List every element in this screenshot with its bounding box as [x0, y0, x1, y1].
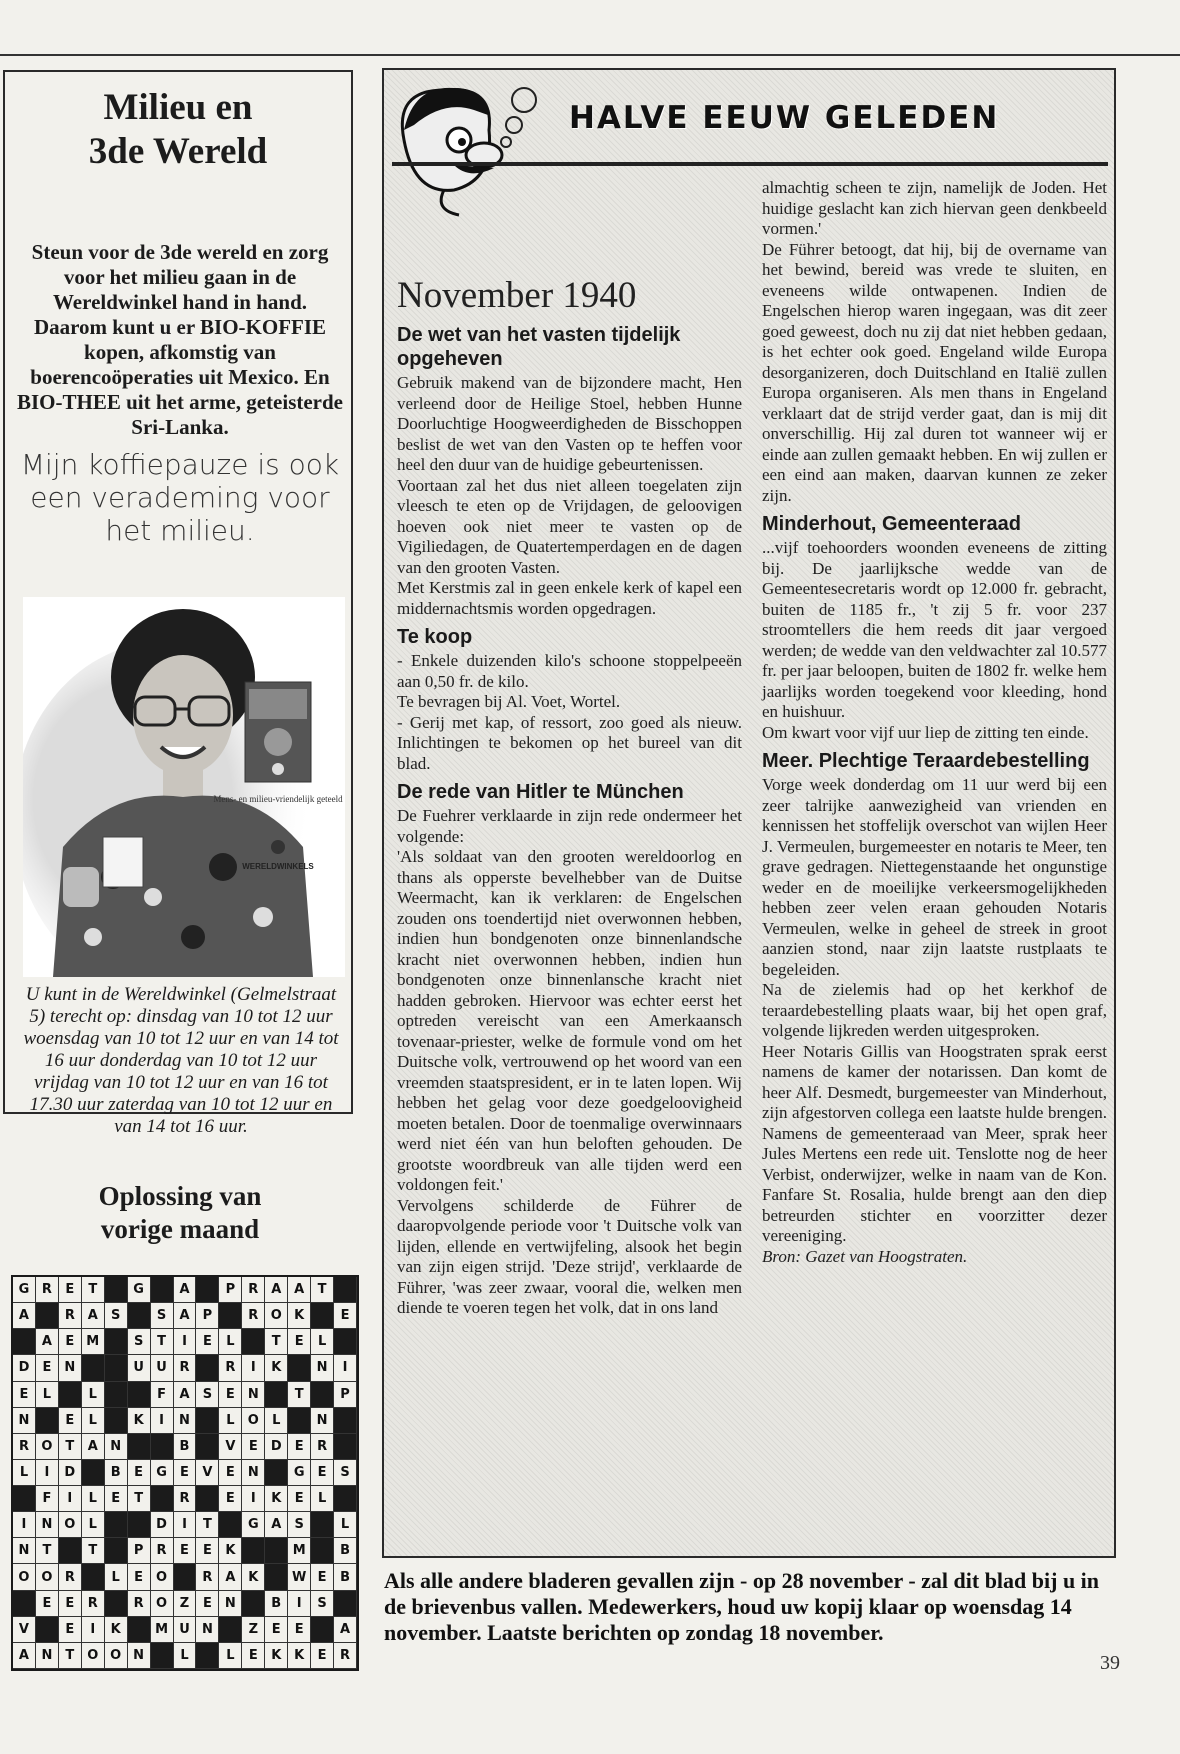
- letter-cell: O: [151, 1591, 174, 1617]
- letter-cell: L: [219, 1643, 242, 1669]
- letter-cell: A: [288, 1277, 311, 1303]
- letter-cell: E: [265, 1617, 288, 1643]
- letter-cell: E: [59, 1591, 82, 1617]
- letter-cell: N: [242, 1382, 265, 1408]
- letter-cell: T: [59, 1434, 82, 1460]
- halve-eeuw-geleden-box: [382, 68, 1116, 1558]
- bottom-announcement: Als alle andere bladeren gevallen zijn - op 28 november - zal dit blad bij u in de brievenbus vallen. Medewerkers, houd uw kopij klaar op woensdag 14 november. Laatste berichten op zondag 18 november.: [384, 1568, 1100, 1645]
- letter-cell: M: [82, 1329, 105, 1355]
- article-paragraph: Heer Notaris Gillis van Hoogstraten sprak eerst namens de kamer der notarissen. Dan komt de heer Alf. Desmedt, burgemeester van Minderhout, zijn afgestorven collega een laatste hulde brengen. Namens de gemeenteraad van Meer, sprak heer Jules Mertens een rede uit. Tenslotte nog de heer Verbist, onderwijzer, welke in naam van de Kon. Fanfare St. Rosalia, hulde brengt aan den diep betreurden stichter en voorzitter dezer vereeniging.: [762, 1041, 1107, 1245]
- black-square: [105, 1408, 128, 1434]
- letter-cell: G: [128, 1277, 151, 1303]
- black-square: [105, 1591, 128, 1617]
- letter-cell: R: [311, 1434, 334, 1460]
- letter-cell: E: [59, 1617, 82, 1643]
- letter-cell: R: [36, 1277, 59, 1303]
- letter-cell: R: [196, 1564, 219, 1590]
- letter-cell: R: [242, 1303, 265, 1329]
- header-rule: [392, 162, 1108, 166]
- article-title-hitler: De rede van Hitler te München: [397, 781, 684, 803]
- article-title-minderhout: Minderhout, Gemeenteraad: [762, 513, 1021, 535]
- letter-cell: E: [128, 1564, 151, 1590]
- letter-cell: T: [151, 1329, 174, 1355]
- letter-cell: P: [334, 1382, 357, 1408]
- article-paragraph: Vervolgens schilderde de Führer de daaropvolgende periode voor 't Duitsche volk van lijden, ellende en vertwijfeling, alsook het begin van zijn eigen strijd. 'Deze strijd', verklaarde de Führer, 'was zeer zwaar, vooral die, welken men diende te voeren tegen het volk, dat in ons land: [397, 1195, 742, 1317]
- letter-cell: N: [128, 1643, 151, 1669]
- black-square: [105, 1277, 128, 1303]
- letter-cell: E: [196, 1538, 219, 1564]
- letter-cell: B: [105, 1460, 128, 1486]
- black-square: [82, 1355, 105, 1381]
- letter-cell: M: [151, 1617, 174, 1643]
- letter-cell: A: [334, 1617, 357, 1643]
- black-square: [242, 1329, 265, 1355]
- article-paragraph: almachtig scheen te zijn, namelijk de Joden. Het huidige geslacht kan zich hiervan geen denkbeeld vormen.': [762, 178, 1107, 238]
- letter-cell: S: [151, 1303, 174, 1329]
- wereldwinkel-advert: [3, 70, 353, 1137]
- black-square: [105, 1329, 128, 1355]
- letter-cell: I: [82, 1617, 105, 1643]
- black-square: [311, 1617, 334, 1643]
- black-square: [311, 1512, 334, 1538]
- letter-cell: E: [242, 1643, 265, 1669]
- letter-cell: I: [242, 1486, 265, 1512]
- letter-cell: E: [196, 1329, 219, 1355]
- black-square: [13, 1486, 36, 1512]
- letter-cell: B: [265, 1591, 288, 1617]
- solution-title: [20, 1180, 340, 1246]
- letter-cell: E: [219, 1382, 242, 1408]
- black-square: [174, 1564, 197, 1590]
- letter-cell: I: [288, 1591, 311, 1617]
- letter-cell: E: [288, 1329, 311, 1355]
- article-paragraph: Voortaan zal het dus niet alleen toegelaten zijn vleesch te eten op de Vrijdagen, de geloovigen hoeven ook niet meer te vasten op de Vigiliedagen, de Quatertemperdagen en de dagen van den grooten Vasten.: [397, 475, 742, 577]
- letter-cell: S: [105, 1303, 128, 1329]
- letter-cell: O: [265, 1303, 288, 1329]
- letter-cell: S: [311, 1591, 334, 1617]
- letter-cell: L: [311, 1486, 334, 1512]
- history-column-left: [397, 275, 742, 1319]
- letter-cell: L: [174, 1643, 197, 1669]
- advert-title-line1: Milieu en: [103, 87, 253, 128]
- black-square: [311, 1538, 334, 1564]
- black-square: [36, 1617, 59, 1643]
- letter-cell: F: [36, 1486, 59, 1512]
- letter-cell: R: [128, 1591, 151, 1617]
- letter-cell: I: [174, 1329, 197, 1355]
- letter-cell: P: [196, 1303, 219, 1329]
- letter-cell: O: [36, 1434, 59, 1460]
- letter-cell: E: [334, 1303, 357, 1329]
- letter-cell: E: [219, 1486, 242, 1512]
- letter-cell: N: [219, 1591, 242, 1617]
- letter-cell: G: [13, 1277, 36, 1303]
- letter-cell: L: [82, 1382, 105, 1408]
- letter-cell: K: [219, 1538, 242, 1564]
- black-square: [196, 1355, 219, 1381]
- letter-cell: E: [242, 1434, 265, 1460]
- letter-cell: N: [105, 1434, 128, 1460]
- letter-cell: N: [36, 1512, 59, 1538]
- letter-cell: O: [59, 1512, 82, 1538]
- black-square: [128, 1303, 151, 1329]
- article-paragraph: Gebruik makend van de bijzondere macht, Hen verleend door de Heilige Stoel, hebben Hunne Doorluchtige Hoogweerdigheden de Bisschoppen beslist de wet van den Vasten op te heffen voor heel den duur van de huidige gebeurtenissen.: [397, 373, 742, 474]
- letter-cell: K: [128, 1408, 151, 1434]
- letter-cell: G: [288, 1460, 311, 1486]
- article-paragraph: Vorge week donderdag om 11 uur werd bij een zeer talrijke aanwezigheid van vrienden en kennissen het stoffelijk overschot van wijlen Heer J. Vermeulen, burgemeester en notaris te Meer, ten grave gedragen. Niettegenstaande het ongunstige weder en de moeilijke verkeersmogelijkheden hebben zeer velen eraan gehouden Notaris Vermeulen, welke in geheel de streek in groot aanzien stond, naar zijn laatste rustplaats te begeleiden.: [762, 775, 1107, 979]
- solution-title-line1: Oplossing van: [98, 1181, 262, 1211]
- letter-cell: A: [265, 1512, 288, 1538]
- letter-cell: E: [36, 1591, 59, 1617]
- article-paragraph: Om kwart voor vijf uur liep de zitting ten einde.: [762, 722, 1089, 742]
- black-square: [196, 1434, 219, 1460]
- black-square: [105, 1355, 128, 1381]
- letter-cell: A: [13, 1643, 36, 1669]
- advert-photo: [23, 597, 345, 977]
- black-square: [128, 1434, 151, 1460]
- letter-cell: O: [13, 1564, 36, 1590]
- cartoon-face-icon: [384, 70, 564, 220]
- letter-cell: T: [59, 1643, 82, 1669]
- letter-cell: A: [174, 1382, 197, 1408]
- letter-cell: R: [174, 1486, 197, 1512]
- black-square: [151, 1486, 174, 1512]
- letter-cell: V: [196, 1460, 219, 1486]
- article-title-vasten: De wet van het vasten tijdelijk opgeheven: [397, 324, 681, 370]
- letter-cell: I: [242, 1355, 265, 1381]
- black-square: [334, 1434, 357, 1460]
- letter-cell: E: [219, 1460, 242, 1486]
- letter-cell: E: [59, 1277, 82, 1303]
- letter-cell: N: [196, 1617, 219, 1643]
- letter-cell: B: [334, 1538, 357, 1564]
- letter-cell: A: [174, 1303, 197, 1329]
- letter-cell: A: [36, 1329, 59, 1355]
- letter-cell: R: [13, 1434, 36, 1460]
- letter-cell: P: [128, 1538, 151, 1564]
- letter-cell: U: [151, 1355, 174, 1381]
- article-title-meer: Meer. Plechtige Teraardebestelling: [762, 750, 1090, 772]
- article-paragraph: Te bevragen bij Al. Voet, Wortel.: [397, 692, 621, 711]
- black-square: [82, 1564, 105, 1590]
- letter-cell: T: [82, 1277, 105, 1303]
- black-square: [288, 1408, 311, 1434]
- black-square: [13, 1329, 36, 1355]
- black-square: [196, 1486, 219, 1512]
- letter-cell: L: [82, 1408, 105, 1434]
- letter-cell: A: [82, 1434, 105, 1460]
- letter-cell: I: [151, 1408, 174, 1434]
- black-square: [288, 1355, 311, 1381]
- letter-cell: L: [265, 1408, 288, 1434]
- black-square: [105, 1382, 128, 1408]
- letter-cell: R: [59, 1564, 82, 1590]
- black-square: [265, 1538, 288, 1564]
- letter-cell: L: [334, 1512, 357, 1538]
- black-square: [128, 1617, 151, 1643]
- letter-cell: R: [174, 1355, 197, 1381]
- letter-cell: L: [219, 1408, 242, 1434]
- black-square: [311, 1382, 334, 1408]
- letter-cell: R: [151, 1538, 174, 1564]
- letter-cell: K: [105, 1617, 128, 1643]
- advert-title-line2: 3de Wereld: [88, 131, 268, 172]
- date-heading: November 1940: [397, 275, 637, 316]
- letter-cell: T: [196, 1512, 219, 1538]
- black-square: [334, 1329, 357, 1355]
- black-square: [128, 1512, 151, 1538]
- black-square: [242, 1538, 265, 1564]
- letter-cell: S: [196, 1382, 219, 1408]
- letter-cell: N: [13, 1408, 36, 1434]
- black-square: [334, 1486, 357, 1512]
- letter-cell: O: [36, 1564, 59, 1590]
- letter-cell: D: [265, 1434, 288, 1460]
- black-square: [334, 1408, 357, 1434]
- letter-cell: K: [265, 1643, 288, 1669]
- package-brand: WERELDWINKELS: [242, 862, 314, 871]
- package-caption: Mens- en milieu-vriendelijk geteeld: [213, 794, 343, 804]
- letter-cell: U: [174, 1617, 197, 1643]
- letter-cell: E: [174, 1538, 197, 1564]
- advert-title: [5, 86, 351, 174]
- letter-cell: N: [59, 1355, 82, 1381]
- black-square: [242, 1591, 265, 1617]
- black-square: [196, 1277, 219, 1303]
- black-square: [151, 1277, 174, 1303]
- letter-cell: E: [311, 1643, 334, 1669]
- letter-cell: I: [174, 1512, 197, 1538]
- letter-cell: O: [82, 1643, 105, 1669]
- letter-cell: E: [311, 1460, 334, 1486]
- letter-cell: E: [311, 1564, 334, 1590]
- article-paragraph: Met Kerstmis zal in geen enkele kerk of kapel een middernachtsmis worden opgedragen.: [397, 578, 742, 618]
- letter-cell: K: [265, 1355, 288, 1381]
- letter-cell: E: [59, 1329, 82, 1355]
- letter-cell: A: [174, 1277, 197, 1303]
- letter-cell: L: [82, 1486, 105, 1512]
- black-square: [196, 1408, 219, 1434]
- letter-cell: K: [242, 1564, 265, 1590]
- letter-cell: R: [242, 1277, 265, 1303]
- letter-cell: A: [82, 1303, 105, 1329]
- letter-cell: L: [13, 1460, 36, 1486]
- letter-cell: N: [13, 1538, 36, 1564]
- letter-cell: O: [242, 1408, 265, 1434]
- letter-cell: T: [288, 1382, 311, 1408]
- letter-cell: R: [334, 1643, 357, 1669]
- black-square: [311, 1303, 334, 1329]
- letter-cell: E: [128, 1460, 151, 1486]
- black-square: [82, 1460, 105, 1486]
- letter-cell: L: [36, 1382, 59, 1408]
- letter-cell: D: [13, 1355, 36, 1381]
- letter-cell: V: [219, 1434, 242, 1460]
- letter-cell: O: [105, 1643, 128, 1669]
- letter-cell: N: [311, 1355, 334, 1381]
- black-square: [334, 1591, 357, 1617]
- black-square: [265, 1382, 288, 1408]
- advert-slogan: Mijn koffiepauze is ook een verademing voor het milieu.: [20, 448, 340, 547]
- letter-cell: Z: [174, 1591, 197, 1617]
- black-square: [151, 1643, 174, 1669]
- top-rule: [0, 54, 1180, 56]
- letter-cell: U: [128, 1355, 151, 1381]
- black-square: [219, 1303, 242, 1329]
- letter-cell: A: [265, 1277, 288, 1303]
- letter-cell: I: [334, 1355, 357, 1381]
- letter-cell: N: [174, 1408, 197, 1434]
- crossword-solution-grid: [11, 1275, 359, 1671]
- black-square: [196, 1643, 219, 1669]
- letter-cell: R: [82, 1591, 105, 1617]
- section-header: HALVE EEUW GELEDEN: [569, 100, 1000, 136]
- letter-cell: M: [288, 1538, 311, 1564]
- letter-cell: D: [59, 1460, 82, 1486]
- letter-cell: D: [151, 1512, 174, 1538]
- letter-cell: O: [151, 1564, 174, 1590]
- letter-cell: E: [288, 1486, 311, 1512]
- black-square: [334, 1277, 357, 1303]
- article-paragraph: ...vijf toehoorders woonden eveneens de zitting bij. De jaarlijksche wedde van de Gemeentesecretaris wordt op 12.000 fr. gebracht, buiten de 1185 fr., 't zij 5 fr. voor 237 stroomtellers die hem reeds dit jaar vergoed werden; de wedde van den veldwachter zal 10.577 fr. per jaar beloopen, buiten de 1802 fr. welke hem jaarlijks worden toegekend voor kleeding, hond en huishuur.: [762, 538, 1107, 721]
- letter-cell: A: [13, 1303, 36, 1329]
- letter-cell: E: [196, 1591, 219, 1617]
- letter-cell: I: [13, 1512, 36, 1538]
- letter-cell: T: [128, 1486, 151, 1512]
- letter-cell: P: [219, 1277, 242, 1303]
- history-column-right: [762, 178, 1107, 1267]
- shop-opening-hours: U kunt in de Wereldwinkel (Gelmelstraat 5) terecht op: dinsdag van 10 tot 12 uur woensdag van 10 tot 12 uur en van 14 tot 16 uur donderdag van 10 tot 12 uur vrijdag van 10 tot 12 uur en van 16 tot 17.30 uur zaterdag van 10 tot 12 uur en van 14 tot 16 uur.: [23, 984, 339, 1137]
- letter-cell: N: [311, 1408, 334, 1434]
- letter-cell: R: [219, 1355, 242, 1381]
- letter-cell: N: [36, 1643, 59, 1669]
- article-source: Bron: Gazet van Hoogstraten.: [762, 1246, 968, 1266]
- black-square: [265, 1460, 288, 1486]
- letter-cell: W: [288, 1564, 311, 1590]
- letter-cell: G: [242, 1512, 265, 1538]
- letter-cell: E: [288, 1617, 311, 1643]
- black-square: [105, 1538, 128, 1564]
- letter-cell: T: [311, 1277, 334, 1303]
- letter-cell: E: [105, 1486, 128, 1512]
- letter-cell: T: [82, 1538, 105, 1564]
- advert-body: Steun voor de 3de wereld en zorg voor het milieu gaan in de Wereldwinkel hand in hand. Daarom kunt u er BIO-KOFFIE kopen, afkomstig van boerencoöperaties uit Mexico. En BIO-THEE uit het arme, geteisterde Sri-Lanka.: [16, 240, 344, 439]
- page-number: 39: [1100, 1652, 1120, 1674]
- letter-cell: B: [174, 1434, 197, 1460]
- article-paragraph: De Fuehrer verklaarde in zijn rede ondermeer het volgende:: [397, 806, 742, 846]
- letter-cell: N: [242, 1460, 265, 1486]
- letter-cell: B: [334, 1564, 357, 1590]
- black-square: [36, 1408, 59, 1434]
- letter-cell: G: [151, 1460, 174, 1486]
- black-square: [36, 1303, 59, 1329]
- letter-cell: E: [174, 1460, 197, 1486]
- article-paragraph: Na de zielemis had op het kerkhof de teraardebestelling plaats waar, bij het open graf, volgende lijkreden werden uitgesproken.: [762, 980, 1107, 1040]
- letter-cell: T: [36, 1538, 59, 1564]
- black-square: [128, 1382, 151, 1408]
- letter-cell: K: [288, 1303, 311, 1329]
- article-title-te-koop: Te koop: [397, 626, 473, 648]
- solution-title-line2: vorige maand: [100, 1214, 260, 1244]
- letter-cell: S: [334, 1460, 357, 1486]
- article-paragraph: - Gerij met kap, of ressort, zoo goed als nieuw. Inlichtingen te bekomen op het bureel van dit blad.: [397, 712, 742, 773]
- black-square: [219, 1617, 242, 1643]
- letter-cell: Z: [242, 1617, 265, 1643]
- letter-cell: E: [13, 1382, 36, 1408]
- letter-cell: A: [219, 1564, 242, 1590]
- black-square: [105, 1512, 128, 1538]
- black-square: [265, 1564, 288, 1590]
- letter-cell: L: [82, 1512, 105, 1538]
- letter-cell: S: [128, 1329, 151, 1355]
- article-paragraph: - Enkele duizenden kilo's schoone stoppelpeeën aan 0,50 fr. de kilo.: [397, 651, 742, 691]
- letter-cell: K: [265, 1486, 288, 1512]
- letter-cell: L: [105, 1564, 128, 1590]
- black-square: [59, 1382, 82, 1408]
- article-paragraph: 'Als soldaat van den grooten wereldoorlog en thans als opperste bevelhebber van de Duitse Weermacht, kan ik verklaren: de Engelschen zouden ons toendertijd niet overwonnen hebben, indien hun bondgenoten onze binnenlandsche kracht niet overwonnen hebben, indien hun bondgenoten onze binnenlansche kracht niet hadden gebroken. Hiervoor was echter eerst het optreden vereischt van een Amerkaansch tovenaar-priester, welke de formule vond om het Duitsche volk, vertrouwend op het woord van een vreemden staatspresident, er in te laten lopen. Wij hebben het gelag voor deze goedgeloovigheid moeten betalen. Door de toenmalige overwinnaars werd niet één van hun beloften gehouden. De grootste woordbreuk van alle tijden werd een voldongen feit.': [397, 847, 742, 1194]
- article-paragraph: De Führer betoogt, dat hij, bij de overname van het bewind, bereid was vrede te sluiten, en eveneens wilde ontwapenen. Indien de Engelschen hierop waren ingegaan, was dit zeer goed geweest, doch nu zij dat niet hebben gedaan, is het echter ook goed. Engeland wilde Europa desorganizeren, doch Duitschland en Italië zullen Europa organiseren. Als men thans in Engeland verklaart dat de strijd verder gaat, dan is mij dit onverschillig. Hij zal duren tot wanneer wij er einde aan zullen gemaakt hebben. En wij zullen er een eind aan maken, daarvan kunnen ze zeker zijn.: [762, 239, 1107, 505]
- letter-cell: L: [311, 1329, 334, 1355]
- black-square: [59, 1538, 82, 1564]
- letter-cell: E: [288, 1434, 311, 1460]
- letter-cell: T: [265, 1329, 288, 1355]
- letter-cell: F: [151, 1382, 174, 1408]
- letter-cell: I: [36, 1460, 59, 1486]
- letter-cell: S: [288, 1512, 311, 1538]
- letter-cell: I: [59, 1486, 82, 1512]
- letter-cell: V: [13, 1617, 36, 1643]
- black-square: [219, 1512, 242, 1538]
- letter-cell: E: [36, 1355, 59, 1381]
- letter-cell: R: [59, 1303, 82, 1329]
- black-square: [13, 1591, 36, 1617]
- letter-cell: L: [219, 1329, 242, 1355]
- letter-cell: K: [288, 1643, 311, 1669]
- letter-cell: E: [59, 1408, 82, 1434]
- black-square: [151, 1434, 174, 1460]
